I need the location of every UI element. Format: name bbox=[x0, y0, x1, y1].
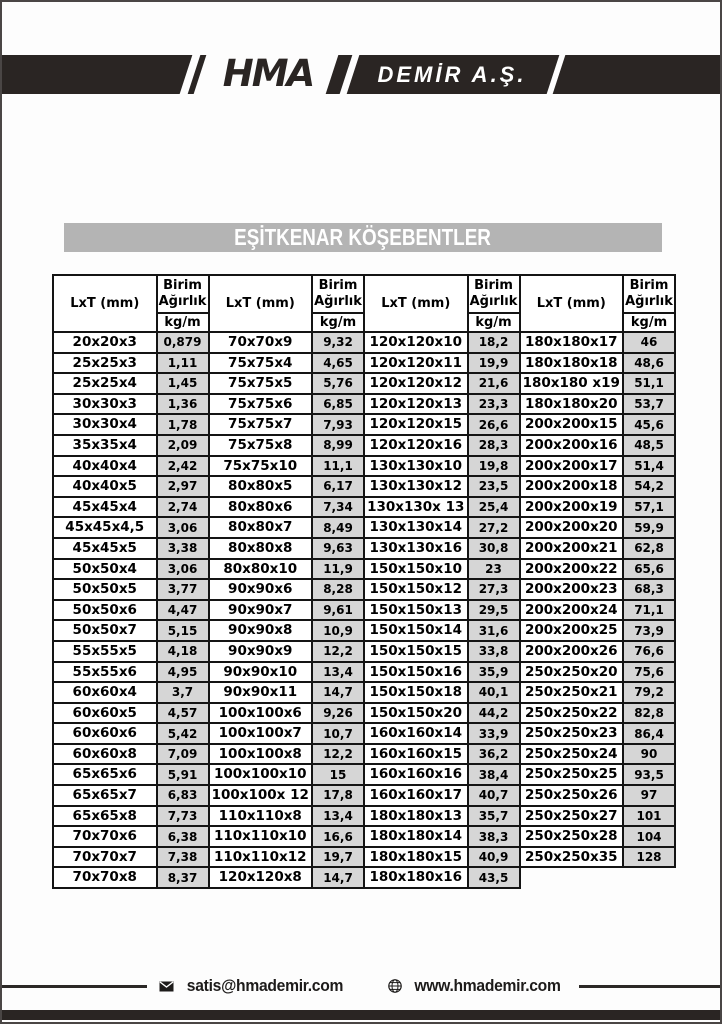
size-cell: 65x65x8 bbox=[53, 806, 157, 827]
weight-cell: 101 bbox=[623, 806, 675, 827]
weight-cell: 13,4 bbox=[312, 662, 364, 683]
weight-cell: 35,9 bbox=[468, 662, 520, 683]
table-row bbox=[53, 332, 675, 353]
size-cell: 160x160x17 bbox=[364, 785, 468, 806]
table-row bbox=[53, 785, 675, 806]
col-header-unit: kg/m bbox=[468, 313, 520, 332]
table-row bbox=[53, 435, 675, 456]
weight-cell: 1,36 bbox=[157, 394, 209, 415]
section-title-bar bbox=[64, 223, 662, 252]
table-row bbox=[53, 847, 675, 868]
weight-cell: 75,6 bbox=[623, 662, 675, 683]
table-row bbox=[53, 682, 675, 703]
table-row bbox=[53, 476, 675, 497]
col-header-unit: kg/m bbox=[312, 313, 364, 332]
weight-cell: 12,2 bbox=[312, 744, 364, 765]
size-cell: 130x130x 13 bbox=[364, 497, 468, 518]
weight-cell: 3,06 bbox=[157, 517, 209, 538]
weight-cell: 23,3 bbox=[468, 394, 520, 415]
size-cell: 65x65x7 bbox=[53, 785, 157, 806]
size-cell: 100x100x8 bbox=[209, 744, 313, 765]
size-cell: 75x75x6 bbox=[209, 394, 313, 415]
envelope-icon bbox=[159, 981, 174, 992]
size-cell: 250x250x26 bbox=[520, 785, 624, 806]
email-contact bbox=[147, 976, 362, 996]
size-cell: 80x80x5 bbox=[209, 476, 313, 497]
weight-cell: 8,37 bbox=[157, 867, 209, 888]
weight-cell: 15 bbox=[312, 764, 364, 785]
weight-cell: 7,09 bbox=[157, 744, 209, 765]
size-cell: 75x75x10 bbox=[209, 456, 313, 477]
size-cell: 200x200x25 bbox=[520, 620, 624, 641]
size-cell: 130x130x12 bbox=[364, 476, 468, 497]
weight-cell: 3,77 bbox=[157, 579, 209, 600]
weight-cell: 19,9 bbox=[468, 353, 520, 374]
weight-cell: 23 bbox=[468, 559, 520, 580]
table-row bbox=[53, 373, 675, 394]
weight-cell: 2,97 bbox=[157, 476, 209, 497]
table-row bbox=[53, 744, 675, 765]
weight-cell: 27,3 bbox=[468, 579, 520, 600]
weight-cell: 14,7 bbox=[312, 867, 364, 888]
table-row bbox=[53, 826, 675, 847]
size-cell: 60x60x8 bbox=[53, 744, 157, 765]
size-cell: 130x130x16 bbox=[364, 538, 468, 559]
size-cell: 35x35x4 bbox=[53, 435, 157, 456]
size-cell: 20x20x3 bbox=[53, 332, 157, 353]
size-cell: 75x75x8 bbox=[209, 435, 313, 456]
size-cell: 200x200x21 bbox=[520, 538, 624, 559]
size-cell: 100x100x10 bbox=[209, 764, 313, 785]
size-cell: 90x90x9 bbox=[209, 641, 313, 662]
weight-cell: 97 bbox=[623, 785, 675, 806]
weight-cell: 29,5 bbox=[468, 600, 520, 621]
size-cell: 120x120x8 bbox=[209, 867, 313, 888]
weight-cell: 4,57 bbox=[157, 703, 209, 724]
col-header-dim: LxT (mm) bbox=[209, 275, 313, 332]
weight-cell: 48,5 bbox=[623, 435, 675, 456]
size-cell: 200x200x23 bbox=[520, 579, 624, 600]
empty-cell bbox=[520, 867, 624, 888]
size-cell: 65x65x6 bbox=[53, 764, 157, 785]
size-cell: 200x200x15 bbox=[520, 414, 624, 435]
size-cell: 110x110x12 bbox=[209, 847, 313, 868]
company-name: DEMİR A.Ş. bbox=[377, 62, 527, 87]
weight-cell: 65,6 bbox=[623, 559, 675, 580]
size-cell: 100x100x7 bbox=[209, 723, 313, 744]
table-row bbox=[53, 538, 675, 559]
weight-cell: 3,06 bbox=[157, 559, 209, 580]
size-cell: 180x180x17 bbox=[520, 332, 624, 353]
size-cell: 70x70x8 bbox=[53, 867, 157, 888]
size-cell: 60x60x5 bbox=[53, 703, 157, 724]
size-cell: 50x50x6 bbox=[53, 600, 157, 621]
weight-cell: 6,17 bbox=[312, 476, 364, 497]
size-cell: 45x45x4 bbox=[53, 497, 157, 518]
size-cell: 200x200x19 bbox=[520, 497, 624, 518]
table-row bbox=[53, 600, 675, 621]
weight-cell: 6,38 bbox=[157, 826, 209, 847]
size-cell: 250x250x28 bbox=[520, 826, 624, 847]
weight-cell: 1,45 bbox=[157, 373, 209, 394]
col-header-unit: kg/m bbox=[623, 313, 675, 332]
weight-cell: 21,6 bbox=[468, 373, 520, 394]
weight-cell: 5,42 bbox=[157, 723, 209, 744]
weight-cell: 19,8 bbox=[468, 456, 520, 477]
weight-cell: 7,38 bbox=[157, 847, 209, 868]
size-cell: 120x120x12 bbox=[364, 373, 468, 394]
weight-cell: 9,32 bbox=[312, 332, 364, 353]
size-cell: 75x75x7 bbox=[209, 414, 313, 435]
size-cell: 250x250x21 bbox=[520, 682, 624, 703]
weight-cell: 76,6 bbox=[623, 641, 675, 662]
weight-cell: 4,95 bbox=[157, 662, 209, 683]
weight-cell: 3,7 bbox=[157, 682, 209, 703]
weight-cell: 25,4 bbox=[468, 497, 520, 518]
size-cell: 150x150x12 bbox=[364, 579, 468, 600]
size-cell: 200x200x20 bbox=[520, 517, 624, 538]
size-cell: 120x120x13 bbox=[364, 394, 468, 415]
weight-cell: 23,5 bbox=[468, 476, 520, 497]
weight-cell: 14,7 bbox=[312, 682, 364, 703]
size-cell: 110x110x8 bbox=[209, 806, 313, 827]
size-cell: 110x110x10 bbox=[209, 826, 313, 847]
weight-cell: 16,6 bbox=[312, 826, 364, 847]
weight-cell: 79,2 bbox=[623, 682, 675, 703]
page-title: EŞİTKENAR KÖŞEBENTLER bbox=[234, 224, 492, 250]
size-cell: 70x70x7 bbox=[53, 847, 157, 868]
weight-cell: 8,49 bbox=[312, 517, 364, 538]
size-cell: 75x75x5 bbox=[209, 373, 313, 394]
weight-cell: 86,4 bbox=[623, 723, 675, 744]
weight-cell: 8,99 bbox=[312, 435, 364, 456]
weight-cell: 10,7 bbox=[312, 723, 364, 744]
weight-cell: 82,8 bbox=[623, 703, 675, 724]
weight-cell: 54,2 bbox=[623, 476, 675, 497]
size-cell: 250x250x27 bbox=[520, 806, 624, 827]
weight-cell: 40,1 bbox=[468, 682, 520, 703]
size-cell: 90x90x10 bbox=[209, 662, 313, 683]
weight-cell: 44,2 bbox=[468, 703, 520, 724]
size-cell: 180x180x18 bbox=[520, 353, 624, 374]
weight-cell: 5,15 bbox=[157, 620, 209, 641]
weight-cell: 11,1 bbox=[312, 456, 364, 477]
size-cell: 30x30x3 bbox=[53, 394, 157, 415]
size-cell: 45x45x4,5 bbox=[53, 517, 157, 538]
weight-cell: 62,8 bbox=[623, 538, 675, 559]
weight-cell: 6,85 bbox=[312, 394, 364, 415]
size-cell: 100x100x6 bbox=[209, 703, 313, 724]
weight-cell: 73,9 bbox=[623, 620, 675, 641]
size-cell: 75x75x4 bbox=[209, 353, 313, 374]
size-cell: 25x25x4 bbox=[53, 373, 157, 394]
size-cell: 150x150x10 bbox=[364, 559, 468, 580]
table-row bbox=[53, 353, 675, 374]
col-header-weight: Birim Ağırlık bbox=[157, 275, 209, 313]
size-cell: 160x160x16 bbox=[364, 764, 468, 785]
email-text: satis@hmademir.com bbox=[186, 976, 344, 995]
weight-cell: 28,3 bbox=[468, 435, 520, 456]
table-row bbox=[53, 394, 675, 415]
size-cell: 30x30x4 bbox=[53, 414, 157, 435]
size-cell: 80x80x7 bbox=[209, 517, 313, 538]
weight-cell: 53,7 bbox=[623, 394, 675, 415]
size-cell: 70x70x6 bbox=[53, 826, 157, 847]
weight-cell: 7,73 bbox=[157, 806, 209, 827]
size-cell: 90x90x7 bbox=[209, 600, 313, 621]
size-cell: 80x80x8 bbox=[209, 538, 313, 559]
col-header-weight: Birim Ağırlık bbox=[623, 275, 675, 313]
table-row bbox=[53, 764, 675, 785]
hma-logo: HMA bbox=[222, 51, 314, 96]
size-cell: 200x200x24 bbox=[520, 600, 624, 621]
weight-cell: 128 bbox=[623, 847, 675, 868]
size-cell: 200x200x17 bbox=[520, 456, 624, 477]
weight-cell: 6,83 bbox=[157, 785, 209, 806]
size-cell: 150x150x20 bbox=[364, 703, 468, 724]
size-cell: 250x250x25 bbox=[520, 764, 624, 785]
table-row bbox=[53, 579, 675, 600]
size-cell: 80x80x6 bbox=[209, 497, 313, 518]
size-cell: 120x120x11 bbox=[364, 353, 468, 374]
col-header-dim: LxT (mm) bbox=[520, 275, 624, 332]
weight-cell: 0,879 bbox=[157, 332, 209, 353]
weight-cell: 17,8 bbox=[312, 785, 364, 806]
weight-cell: 5,91 bbox=[157, 764, 209, 785]
website-contact bbox=[376, 976, 579, 996]
size-cell: 200x200x16 bbox=[520, 435, 624, 456]
weight-cell: 51,1 bbox=[623, 373, 675, 394]
size-cell: 60x60x6 bbox=[53, 723, 157, 744]
size-cell: 40x40x4 bbox=[53, 456, 157, 477]
size-cell: 180x180x13 bbox=[364, 806, 468, 827]
size-cell: 90x90x8 bbox=[209, 620, 313, 641]
table-row bbox=[53, 867, 675, 888]
size-cell: 200x200x18 bbox=[520, 476, 624, 497]
table-row bbox=[53, 723, 675, 744]
size-cell: 180x180x16 bbox=[364, 867, 468, 888]
weight-cell: 4,47 bbox=[157, 600, 209, 621]
weight-cell: 45,6 bbox=[623, 414, 675, 435]
col-header-dim: LxT (mm) bbox=[364, 275, 468, 332]
size-cell: 160x160x15 bbox=[364, 744, 468, 765]
col-header-unit: kg/m bbox=[157, 313, 209, 332]
weight-cell: 90 bbox=[623, 744, 675, 765]
size-cell: 70x70x9 bbox=[209, 332, 313, 353]
weight-cell: 4,65 bbox=[312, 353, 364, 374]
weight-cell: 30,8 bbox=[468, 538, 520, 559]
size-cell: 50x50x5 bbox=[53, 579, 157, 600]
size-cell: 250x250x22 bbox=[520, 703, 624, 724]
size-cell: 55x55x6 bbox=[53, 662, 157, 683]
weight-cell: 1,78 bbox=[157, 414, 209, 435]
empty-cell bbox=[623, 867, 675, 888]
table-row bbox=[53, 559, 675, 580]
weight-cell: 19,7 bbox=[312, 847, 364, 868]
weight-cell: 38,4 bbox=[468, 764, 520, 785]
weight-cell: 9,63 bbox=[312, 538, 364, 559]
size-cell: 130x130x10 bbox=[364, 456, 468, 477]
size-cell: 150x150x16 bbox=[364, 662, 468, 683]
weight-cell: 12,2 bbox=[312, 641, 364, 662]
size-cell: 250x250x23 bbox=[520, 723, 624, 744]
weight-cell: 26,6 bbox=[468, 414, 520, 435]
size-cell: 25x25x3 bbox=[53, 353, 157, 374]
footer-rule-right bbox=[579, 985, 722, 988]
size-cell: 50x50x4 bbox=[53, 559, 157, 580]
col-header-weight: Birim Ağırlık bbox=[468, 275, 520, 313]
col-header-weight: Birim Ağırlık bbox=[312, 275, 364, 313]
size-cell: 160x160x14 bbox=[364, 723, 468, 744]
weight-cell: 40,9 bbox=[468, 847, 520, 868]
weight-cell: 5,76 bbox=[312, 373, 364, 394]
table-row bbox=[53, 806, 675, 827]
weight-cell: 7,34 bbox=[312, 497, 364, 518]
weight-cell: 2,74 bbox=[157, 497, 209, 518]
table-row bbox=[53, 414, 675, 435]
size-cell: 200x200x22 bbox=[520, 559, 624, 580]
size-cell: 55x55x5 bbox=[53, 641, 157, 662]
table-row bbox=[53, 456, 675, 477]
size-cell: 180x180x15 bbox=[364, 847, 468, 868]
weight-cell: 48,6 bbox=[623, 353, 675, 374]
size-cell: 40x40x5 bbox=[53, 476, 157, 497]
website-text: www.hmademir.com bbox=[414, 976, 561, 995]
weight-cell: 3,38 bbox=[157, 538, 209, 559]
size-cell: 180x180 x19 bbox=[520, 373, 624, 394]
weights-table bbox=[52, 274, 676, 889]
size-cell: 200x200x26 bbox=[520, 641, 624, 662]
weight-cell: 93,5 bbox=[623, 764, 675, 785]
weight-cell: 46 bbox=[623, 332, 675, 353]
weight-cell: 2,42 bbox=[157, 456, 209, 477]
weight-cell: 38,3 bbox=[468, 826, 520, 847]
size-cell: 120x120x16 bbox=[364, 435, 468, 456]
size-cell: 180x180x20 bbox=[520, 394, 624, 415]
size-cell: 45x45x5 bbox=[53, 538, 157, 559]
weight-cell: 71,1 bbox=[623, 600, 675, 621]
header-band bbox=[2, 51, 722, 96]
col-header-dim: LxT (mm) bbox=[53, 275, 157, 332]
size-cell: 90x90x6 bbox=[209, 579, 313, 600]
weight-cell: 7,93 bbox=[312, 414, 364, 435]
size-cell: 180x180x14 bbox=[364, 826, 468, 847]
weight-cell: 104 bbox=[623, 826, 675, 847]
size-cell: 150x150x13 bbox=[364, 600, 468, 621]
weight-cell: 33,9 bbox=[468, 723, 520, 744]
weight-cell: 36,2 bbox=[468, 744, 520, 765]
weight-cell: 40,7 bbox=[468, 785, 520, 806]
weight-cell: 57,1 bbox=[623, 497, 675, 518]
size-cell: 250x250x20 bbox=[520, 662, 624, 683]
weight-cell: 68,3 bbox=[623, 579, 675, 600]
weight-cell: 59,9 bbox=[623, 517, 675, 538]
table-row bbox=[53, 517, 675, 538]
footer-rule-left bbox=[2, 985, 147, 988]
footer bbox=[2, 974, 722, 998]
table-row bbox=[53, 641, 675, 662]
size-cell: 60x60x4 bbox=[53, 682, 157, 703]
size-cell: 90x90x11 bbox=[209, 682, 313, 703]
size-cell: 100x100x 12 bbox=[209, 785, 313, 806]
weight-cell: 43,5 bbox=[468, 867, 520, 888]
weight-cell: 13,4 bbox=[312, 806, 364, 827]
weight-cell: 18,2 bbox=[468, 332, 520, 353]
weight-cell: 1,11 bbox=[157, 353, 209, 374]
weight-cell: 8,28 bbox=[312, 579, 364, 600]
weight-cell: 35,7 bbox=[468, 806, 520, 827]
weight-cell: 27,2 bbox=[468, 517, 520, 538]
size-cell: 120x120x15 bbox=[364, 414, 468, 435]
weight-cell: 51,4 bbox=[623, 456, 675, 477]
weight-cell: 10,9 bbox=[312, 620, 364, 641]
size-cell: 250x250x24 bbox=[520, 744, 624, 765]
table-row bbox=[53, 703, 675, 724]
weight-cell: 9,61 bbox=[312, 600, 364, 621]
weight-cell: 31,6 bbox=[468, 620, 520, 641]
weight-cell: 4,18 bbox=[157, 641, 209, 662]
size-cell: 150x150x15 bbox=[364, 641, 468, 662]
size-cell: 130x130x14 bbox=[364, 517, 468, 538]
weight-cell: 33,8 bbox=[468, 641, 520, 662]
table-row bbox=[53, 497, 675, 518]
weight-cell: 9,26 bbox=[312, 703, 364, 724]
size-cell: 120x120x10 bbox=[364, 332, 468, 353]
table-row bbox=[53, 620, 675, 641]
table-container bbox=[52, 274, 676, 889]
size-cell: 150x150x14 bbox=[364, 620, 468, 641]
table-row bbox=[53, 662, 675, 683]
size-cell: 80x80x10 bbox=[209, 559, 313, 580]
weight-cell: 11,9 bbox=[312, 559, 364, 580]
size-cell: 50x50x7 bbox=[53, 620, 157, 641]
size-cell: 150x150x18 bbox=[364, 682, 468, 703]
bottom-bar bbox=[2, 1010, 722, 1020]
size-cell: 250x250x35 bbox=[520, 847, 624, 868]
weight-cell: 2,09 bbox=[157, 435, 209, 456]
globe-icon bbox=[388, 979, 402, 993]
